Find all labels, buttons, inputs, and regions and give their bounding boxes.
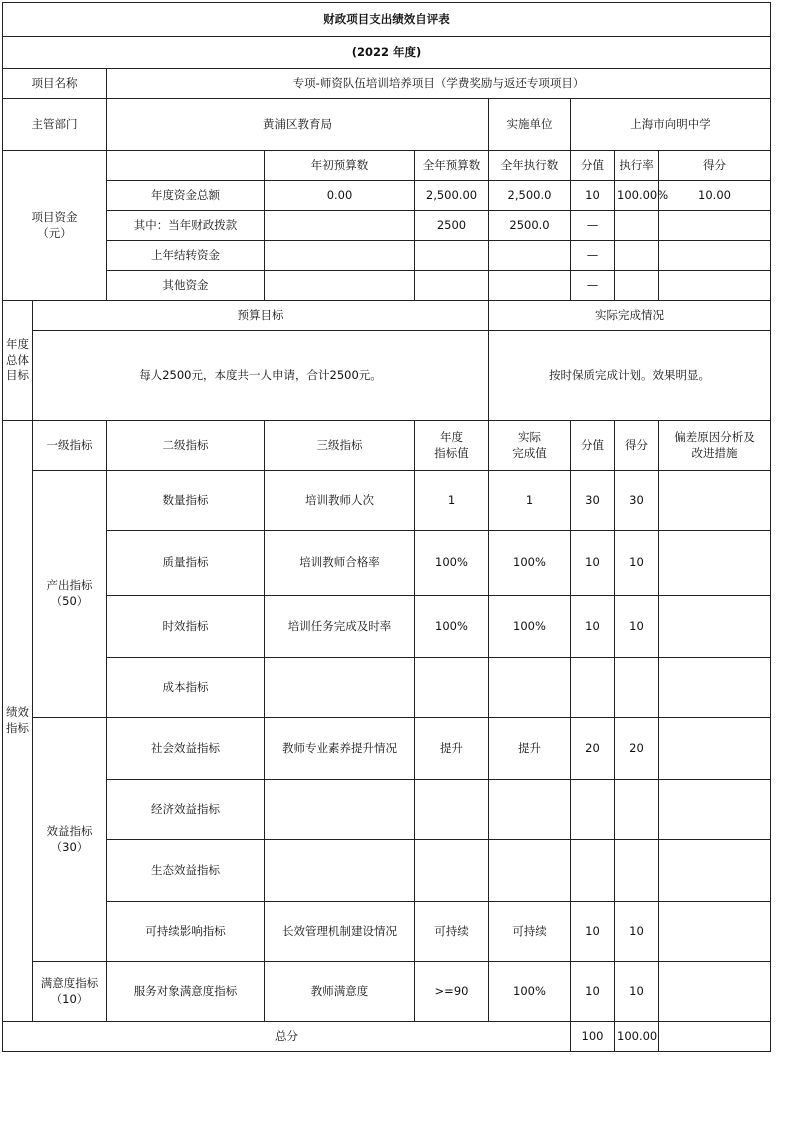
- indicator-level2: 经济效益指标: [107, 780, 265, 840]
- indicator-header: 分值: [571, 421, 615, 471]
- funds-row-initial: [265, 271, 415, 301]
- indicator-actual: 可持续: [489, 902, 571, 962]
- indicator-deviation-note: [659, 840, 771, 902]
- indicator-actual: 提升: [489, 718, 571, 780]
- funds-row-name: 其他资金: [107, 271, 265, 301]
- project-name-value: 专项-师资队伍培训培养项目（学费奖励与返还专项项目）: [107, 69, 771, 99]
- total-score: 100.00: [615, 1022, 659, 1052]
- indicator-level2: 成本指标: [107, 658, 265, 718]
- indicator-level2: 服务对象满意度指标: [107, 962, 265, 1022]
- indicator-row: [3, 840, 771, 902]
- indicator-score-value: 10: [571, 596, 615, 658]
- indicator-level2: 数量指标: [107, 471, 265, 531]
- performance-indicator-label: 绩效 指标: [3, 421, 33, 1022]
- indicator-row: [3, 658, 771, 718]
- funds-header-score-value: 分值: [571, 151, 615, 181]
- indicator-score-value: 10: [571, 962, 615, 1022]
- indicator-header: 三级指标: [265, 421, 415, 471]
- indicator-header: 年度 指标值: [415, 421, 489, 471]
- indicator-deviation-note: [659, 596, 771, 658]
- funds-row-executed: 2500.0: [489, 211, 571, 241]
- actual-completion-header: 实际完成情况: [489, 301, 771, 331]
- indicator-level2: 时效指标: [107, 596, 265, 658]
- indicator-score-value: [571, 840, 615, 902]
- indicator-score: 10: [615, 531, 659, 596]
- indicator-level2: 质量指标: [107, 531, 265, 596]
- indicator-score-value: [571, 658, 615, 718]
- funds-row-rate: 100.00%: [615, 181, 659, 211]
- indicator-score-value: 30: [571, 471, 615, 531]
- indicator-level1: 效益指标 （30）: [33, 718, 107, 962]
- funds-row: [3, 271, 771, 301]
- indicator-score-value: 20: [571, 718, 615, 780]
- funds-row-annual: 2500: [415, 211, 489, 241]
- indicator-row: [3, 596, 771, 658]
- indicator-target: [415, 658, 489, 718]
- funds-row-score-value: —: [571, 271, 615, 301]
- indicator-score-value: 10: [571, 531, 615, 596]
- indicator-row: [3, 471, 771, 531]
- annual-goal-label: 年度 总体 目标: [3, 301, 33, 421]
- funds-row-executed: 2,500.0: [489, 181, 571, 211]
- indicator-target: 提升: [415, 718, 489, 780]
- funds-header-rate: 执行率: [615, 151, 659, 181]
- self-evaluation-table: [2, 2, 771, 1052]
- indicator-header: 得分: [615, 421, 659, 471]
- indicator-score: [615, 840, 659, 902]
- form-title: 财政项目支出绩效自评表: [3, 3, 771, 37]
- indicator-deviation-note: [659, 658, 771, 718]
- funds-row-name: 年度资金总额: [107, 181, 265, 211]
- funds-row-score-value: —: [571, 211, 615, 241]
- indicator-level3: [265, 780, 415, 840]
- indicator-target: >=90: [415, 962, 489, 1022]
- indicator-score-value: [571, 780, 615, 840]
- indicator-level1: 满意度指标 （10）: [33, 962, 107, 1022]
- total-value: 100: [571, 1022, 615, 1052]
- funds-header-executed: 全年执行数: [489, 151, 571, 181]
- indicator-deviation-note: [659, 718, 771, 780]
- indicator-deviation-note: [659, 962, 771, 1022]
- funds-row-rate: [615, 271, 659, 301]
- funds-header-blank: [107, 151, 265, 181]
- indicator-row: [3, 531, 771, 596]
- indicator-level1: 产出指标 （50）: [33, 471, 107, 718]
- actual-completion-text: 按时保质完成计划。效果明显。: [489, 331, 771, 421]
- funds-row-initial: 0.00: [265, 181, 415, 211]
- funds-row-executed: [489, 241, 571, 271]
- indicator-score: [615, 658, 659, 718]
- indicator-score-value: 10: [571, 902, 615, 962]
- funds-label: 项目资金 （元）: [3, 151, 107, 301]
- budget-goal-text: 每人2500元，本度共一人申请，合计2500元。: [33, 331, 489, 421]
- funds-row-score: [659, 241, 771, 271]
- indicator-score: [615, 780, 659, 840]
- indicator-level3: 培训教师人次: [265, 471, 415, 531]
- indicator-actual: [489, 780, 571, 840]
- funds-row-rate: [615, 241, 659, 271]
- dept-label: 主管部门: [3, 99, 107, 151]
- funds-row-score-value: 10: [571, 181, 615, 211]
- funds-row-annual: [415, 241, 489, 271]
- indicator-level3: [265, 840, 415, 902]
- indicator-level2: 社会效益指标: [107, 718, 265, 780]
- indicator-deviation-note: [659, 780, 771, 840]
- dept-value: 黄浦区教育局: [107, 99, 489, 151]
- indicator-level3: 培训任务完成及时率: [265, 596, 415, 658]
- indicator-header: 二级指标: [107, 421, 265, 471]
- funds-row-initial: [265, 211, 415, 241]
- indicator-actual: 100%: [489, 531, 571, 596]
- indicator-actual: 1: [489, 471, 571, 531]
- funds-row-name: 上年结转资金: [107, 241, 265, 271]
- indicator-row: [3, 962, 771, 1022]
- indicator-actual: 100%: [489, 596, 571, 658]
- indicator-row: [3, 718, 771, 780]
- indicator-level3: 教师专业素养提升情况: [265, 718, 415, 780]
- indicator-header: 实际 完成值: [489, 421, 571, 471]
- funds-row-executed: [489, 271, 571, 301]
- funds-row: [3, 211, 771, 241]
- funds-row: [3, 181, 771, 211]
- indicator-header: 偏差原因分析及 改进措施: [659, 421, 771, 471]
- funds-row-annual: [415, 271, 489, 301]
- budget-goal-header: 预算目标: [33, 301, 489, 331]
- indicator-level3: [265, 658, 415, 718]
- impl-unit-label: 实施单位: [489, 99, 571, 151]
- indicator-actual: 100%: [489, 962, 571, 1022]
- funds-row-score-value: —: [571, 241, 615, 271]
- project-name-label: 项目名称: [3, 69, 107, 99]
- indicator-level2: 可持续影响指标: [107, 902, 265, 962]
- indicator-deviation-note: [659, 471, 771, 531]
- funds-row-score: 10.00: [659, 181, 771, 211]
- indicator-row: [3, 902, 771, 962]
- indicator-score: 10: [615, 962, 659, 1022]
- indicator-level3: 长效管理机制建设情况: [265, 902, 415, 962]
- indicator-actual: [489, 658, 571, 718]
- indicator-target: 100%: [415, 596, 489, 658]
- funds-row-score: [659, 211, 771, 241]
- indicator-score: 20: [615, 718, 659, 780]
- impl-unit-value: 上海市向明中学: [571, 99, 771, 151]
- indicator-score: 10: [615, 596, 659, 658]
- funds-row-initial: [265, 241, 415, 271]
- funds-header-initial: 年初预算数: [265, 151, 415, 181]
- indicator-score: 30: [615, 471, 659, 531]
- funds-row-score: [659, 271, 771, 301]
- indicator-target: [415, 840, 489, 902]
- total-label: 总分: [3, 1022, 571, 1052]
- indicator-actual: [489, 840, 571, 902]
- indicator-target: [415, 780, 489, 840]
- funds-header-score: 得分: [659, 151, 771, 181]
- funds-row-name: 其中：当年财政拨款: [107, 211, 265, 241]
- indicator-row: [3, 780, 771, 840]
- funds-row-rate: [615, 211, 659, 241]
- indicator-level3: 教师满意度: [265, 962, 415, 1022]
- indicator-deviation-note: [659, 902, 771, 962]
- form-year: (2022 年度): [3, 37, 771, 69]
- total-note: [659, 1022, 771, 1052]
- funds-row: [3, 241, 771, 271]
- funds-row-annual: 2,500.00: [415, 181, 489, 211]
- indicator-level2: 生态效益指标: [107, 840, 265, 902]
- indicator-score: 10: [615, 902, 659, 962]
- indicator-target: 1: [415, 471, 489, 531]
- funds-header-annual: 全年预算数: [415, 151, 489, 181]
- indicator-level3: 培训教师合格率: [265, 531, 415, 596]
- indicator-deviation-note: [659, 531, 771, 596]
- indicator-target: 100%: [415, 531, 489, 596]
- indicator-target: 可持续: [415, 902, 489, 962]
- indicator-header: 一级指标: [33, 421, 107, 471]
